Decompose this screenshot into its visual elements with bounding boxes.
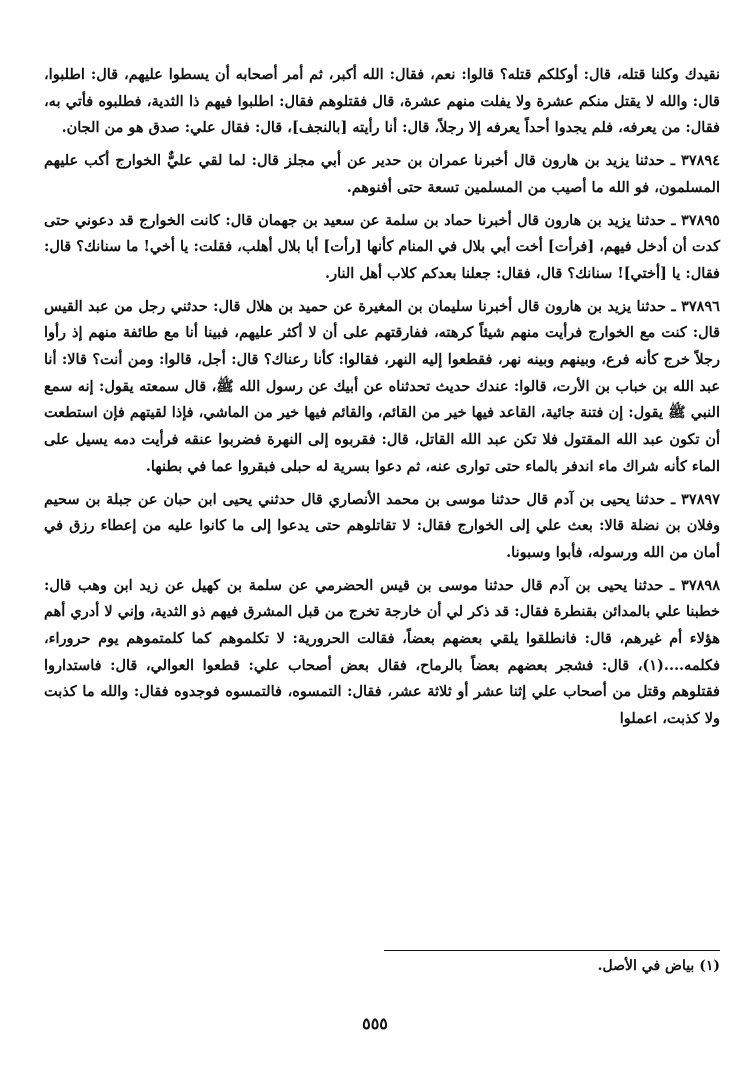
paragraph-text: حدثنا يحيى بن آدم قال حدثنا موسى بن محمد الأنصاري قال حدثني يحيى ابن حبان عن جبلة بن سحيم وفلان بن نضلة قالا: بعث علي إلى الخوارج فقال: لا تقاتلوهم حتى يدعوا إلى ما كانوا عليه من إعطاء رزق في أمان من الله ورسوله، فأبوا وسبونا. [44, 490, 720, 561]
paragraph-37895: ٣٧٨٩٥ ـ حدثنا يزيد بن هارون قال أخبرنا حماد بن سلمة عن سعيد بن جهمان قال: كانت الخوارج قد دعوني حتى كدت أن أدخل فيهم، [فرأت] أخت أبي بلال في المنام كأنها [رأت] أبا بلال أهلب، فقلت: يا أخي! ما سنانك؟ قال: فقال: يا [أختي]! سنانك؟ قال، فقال: جعلنا بعدكم كلاب أهل النار. [44, 211, 720, 282]
paragraph-text: حدثنا يزيد بن هارون قال أخبرنا سليمان بن المغيرة عن حميد بن هلال قال: حدثني رجل من عبد القيس قال: كنت مع الخوارج فرأيت منهم شيئاً كرهته، ففارقتهم على أن لا أكثر عليهم، فبينا أنا مع طائفة منهم إذ رأوا رجلاً خرج كأنه فرع، وبينهم وبينه نهر، فقطعوا إليه النهر، فقالوا: كأنا رعناك؟ قال: أجل، قالوا: ومن أنت؟ قالا: أنا عبد الله بن خباب بن الأرت، قالوا: عندك حديث تحدثناه عن أبيك عن رسول الله ﷺ، قال سمعته يقول: إنه سمع النبي ﷺ يقول: إن فتنة جائية، القاعد فيها خير من القائم، والقائم فيها خير من الماشي، فإذا لقيتهم فإن استطعت أن تكون عبد الله المقتول فلا تكن عبد الله القاتل، قال: فقربوه إلى النهرة فضربوا عنقه فرأيت دمه يسيل على الماء كأنه شراك ماء اندفر بالماء حتى توارى عنه، ثم دعوا بسرية له حبلى فبقروا عما في بطنها. [44, 297, 720, 475]
hadith-number: ٣٧٨٩٨ [681, 576, 720, 594]
hadith-number: ٣٧٨٩٤ [681, 152, 720, 170]
paragraph-37894: ٣٧٨٩٤ ـ حدثنا يزيد بن هارون قال أخبرنا عمران بن حدير عن أبي مجلز قال: لما لقي عليٌّ الخوارج أكب عليهم المسلمون، فو الله ما أصيب من المسلمين تسعة حتى أفنوهم. [44, 152, 720, 196]
hadith-number: ٣٧٨٩٧ [681, 490, 720, 508]
paragraph-37898: ٣٧٨٩٨ ـ حدثنا يحيى بن آدم قال حدثنا موسى بن قيس الحضرمي عن سلمة بن كهيل عن زيد ابن وهب قال: خطبنا علي بالمدائن بقنطرة فقال: قد ذكر لي أن خارجة تخرج من قبل المشرق فيهم ذو الثدية، وإني لا أدري أهم هؤلاء أم غيرهم، قال: فانطلقوا يلقي بعضهم بعضاً، فقالت الحرورية: لا تكلموهم كما كلمتموهم يوم حروراء، فكلمه....(١)، قال: فشجر بعضهم بعضاً بالرماح، فقال بعض أصحاب علي: قطعوا العوالي، قال: فاستداروا فقتلوهم وقتل من أصحاب علي إثنا عشر أو ثلاثة عشر، فقال: التمسوه، فالتمسوه فوجدوه فقال: والله ما كذبت ولا كذبت، اعملوا [44, 576, 720, 728]
paragraph-37897: ٣٧٨٩٧ ـ حدثنا يحيى بن آدم قال حدثنا موسى بن محمد الأنصاري قال حدثني يحيى ابن حبان عن جبلة بن سحيم وفلان بن نضلة قالا: بعث علي إلى الخوارج فقال: لا تقاتلوهم حتى يدعوا إلى ما كانوا عليه من إعطاء رزق في أمان من الله ورسوله، فأبوا وسبونا. [44, 490, 720, 561]
paragraph-1 [44, 62, 720, 142]
page-number: ٥٥٥ [362, 1014, 388, 1033]
paragraph-text: حدثنا يحيى بن آدم قال حدثنا موسى بن قيس الحضرمي عن سلمة بن كهيل عن زيد ابن وهب قال: خطبنا علي بالمدائن بقنطرة فقال: قد ذكر لي أن خارجة تخرج من قبل المشرق فيهم ذو الثدية، وإني لا أدري أهم هؤلاء أم غيرهم، قال: فانطلقوا يلقي بعضهم بعضاً، فقالت الحرورية: لا تكلموهم كما كلمتموهم يوم حروراء، فكلمه....(١)، قال: فشجر بعضهم بعضاً بالرماح، فقال بعض أصحاب علي: قطعوا العوالي، قال: فاستداروا فقتلوهم وقتل من أصحاب علي إثنا عشر أو ثلاثة عشر، فقال: التمسوه، فالتمسوه فوجدوه فقال: والله ما كذبت ولا كذبت، اعملوا [44, 576, 720, 728]
paragraph-text: نقيدك وكلنا قتله، قال: أوكلكم قتله؟ قالوا: نعم، فقال: الله أكبر، ثم أمر أصحابه أن يسطوا عليهم، قال: اطلبوا، قال: والله لا يقتل منكم عشرة ولا يفلت منهم عشرة، قال فقتلوهم فقال: اطلبوا فيهم ذا الثدية، فطلبوه فأتي به، فقال: من يعرفه، فلم يجدوا أحداً يعرفه إلا رجلاً، قال: أنا رأيته [بالنجف]، قال: فقال علي: صدق هو من الجان. [44, 66, 720, 137]
paragraph-text: حدثنا يزيد بن هارون قال أخبرنا حماد بن سلمة عن سعيد بن جهمان قال: كانت الخوارج قد دعوني حتى كدت أن أدخل فيهم، [فرأت] أخت أبي بلال في المنام كأنها [رأت] أبا بلال أهلب، فقلت: يا أخي! ما سنانك؟ قال: فقال: يا [أختي]! سنانك؟ قال، فقال: جعلنا بعدكم كلاب أهل النار. [44, 211, 720, 282]
footnote: (١) بياض في الأصل. [597, 958, 720, 974]
footnote-divider [384, 950, 720, 951]
hadith-number: ٣٧٨٩٦ [681, 297, 720, 315]
paragraph-text: حدثنا يزيد بن هارون قال أخبرنا عمران بن حدير عن أبي مجلز قال: لما لقي عليٌّ الخوارج أكب عليهم المسلمون، فو الله ما أصيب من المسلمين تسعة حتى أفنوهم. [44, 152, 720, 196]
hadith-number: ٣٧٨٩٥ [681, 211, 720, 229]
paragraph-37896: ٣٧٨٩٦ ـ حدثنا يزيد بن هارون قال أخبرنا سليمان بن المغيرة عن حميد بن هلال قال: حدثني رجل من عبد القيس قال: كنت مع الخوارج فرأيت منهم شيئاً كرهته، ففارقتهم على أن لا أكثر عليهم، فبينا أنا مع طائفة منهم إذ رأوا رجلاً خرج كأنه فرع، وبينهم وبينه نهر، فقطعوا إليه النهر، فقالوا: كأنا رعناك؟ قال: أجل، قالوا: ومن أنت؟ قالا: أنا عبد الله بن خباب بن الأرت، قالوا: عندك حديث تحدثناه عن أبيك عن رسول الله ﷺ، قال سمعته يقول: إنه سمع النبي ﷺ يقول: إن فتنة جائية، القاعد فيها خير من القائم، والقائم فيها خير من الماشي، فإذا لقيتهم فإن استطعت أن تكون عبد الله المقتول فلا تكن عبد الله القاتل، قال: فقربوه إلى النهرة فضربوا عنقه فرأيت دمه يسيل على الماء كأنه شراك ماء اندفر بالماء حتى توارى عنه، ثم دعوا بسرية له حبلى فبقروا عما في بطنها. [44, 297, 720, 475]
page-body [44, 62, 720, 733]
